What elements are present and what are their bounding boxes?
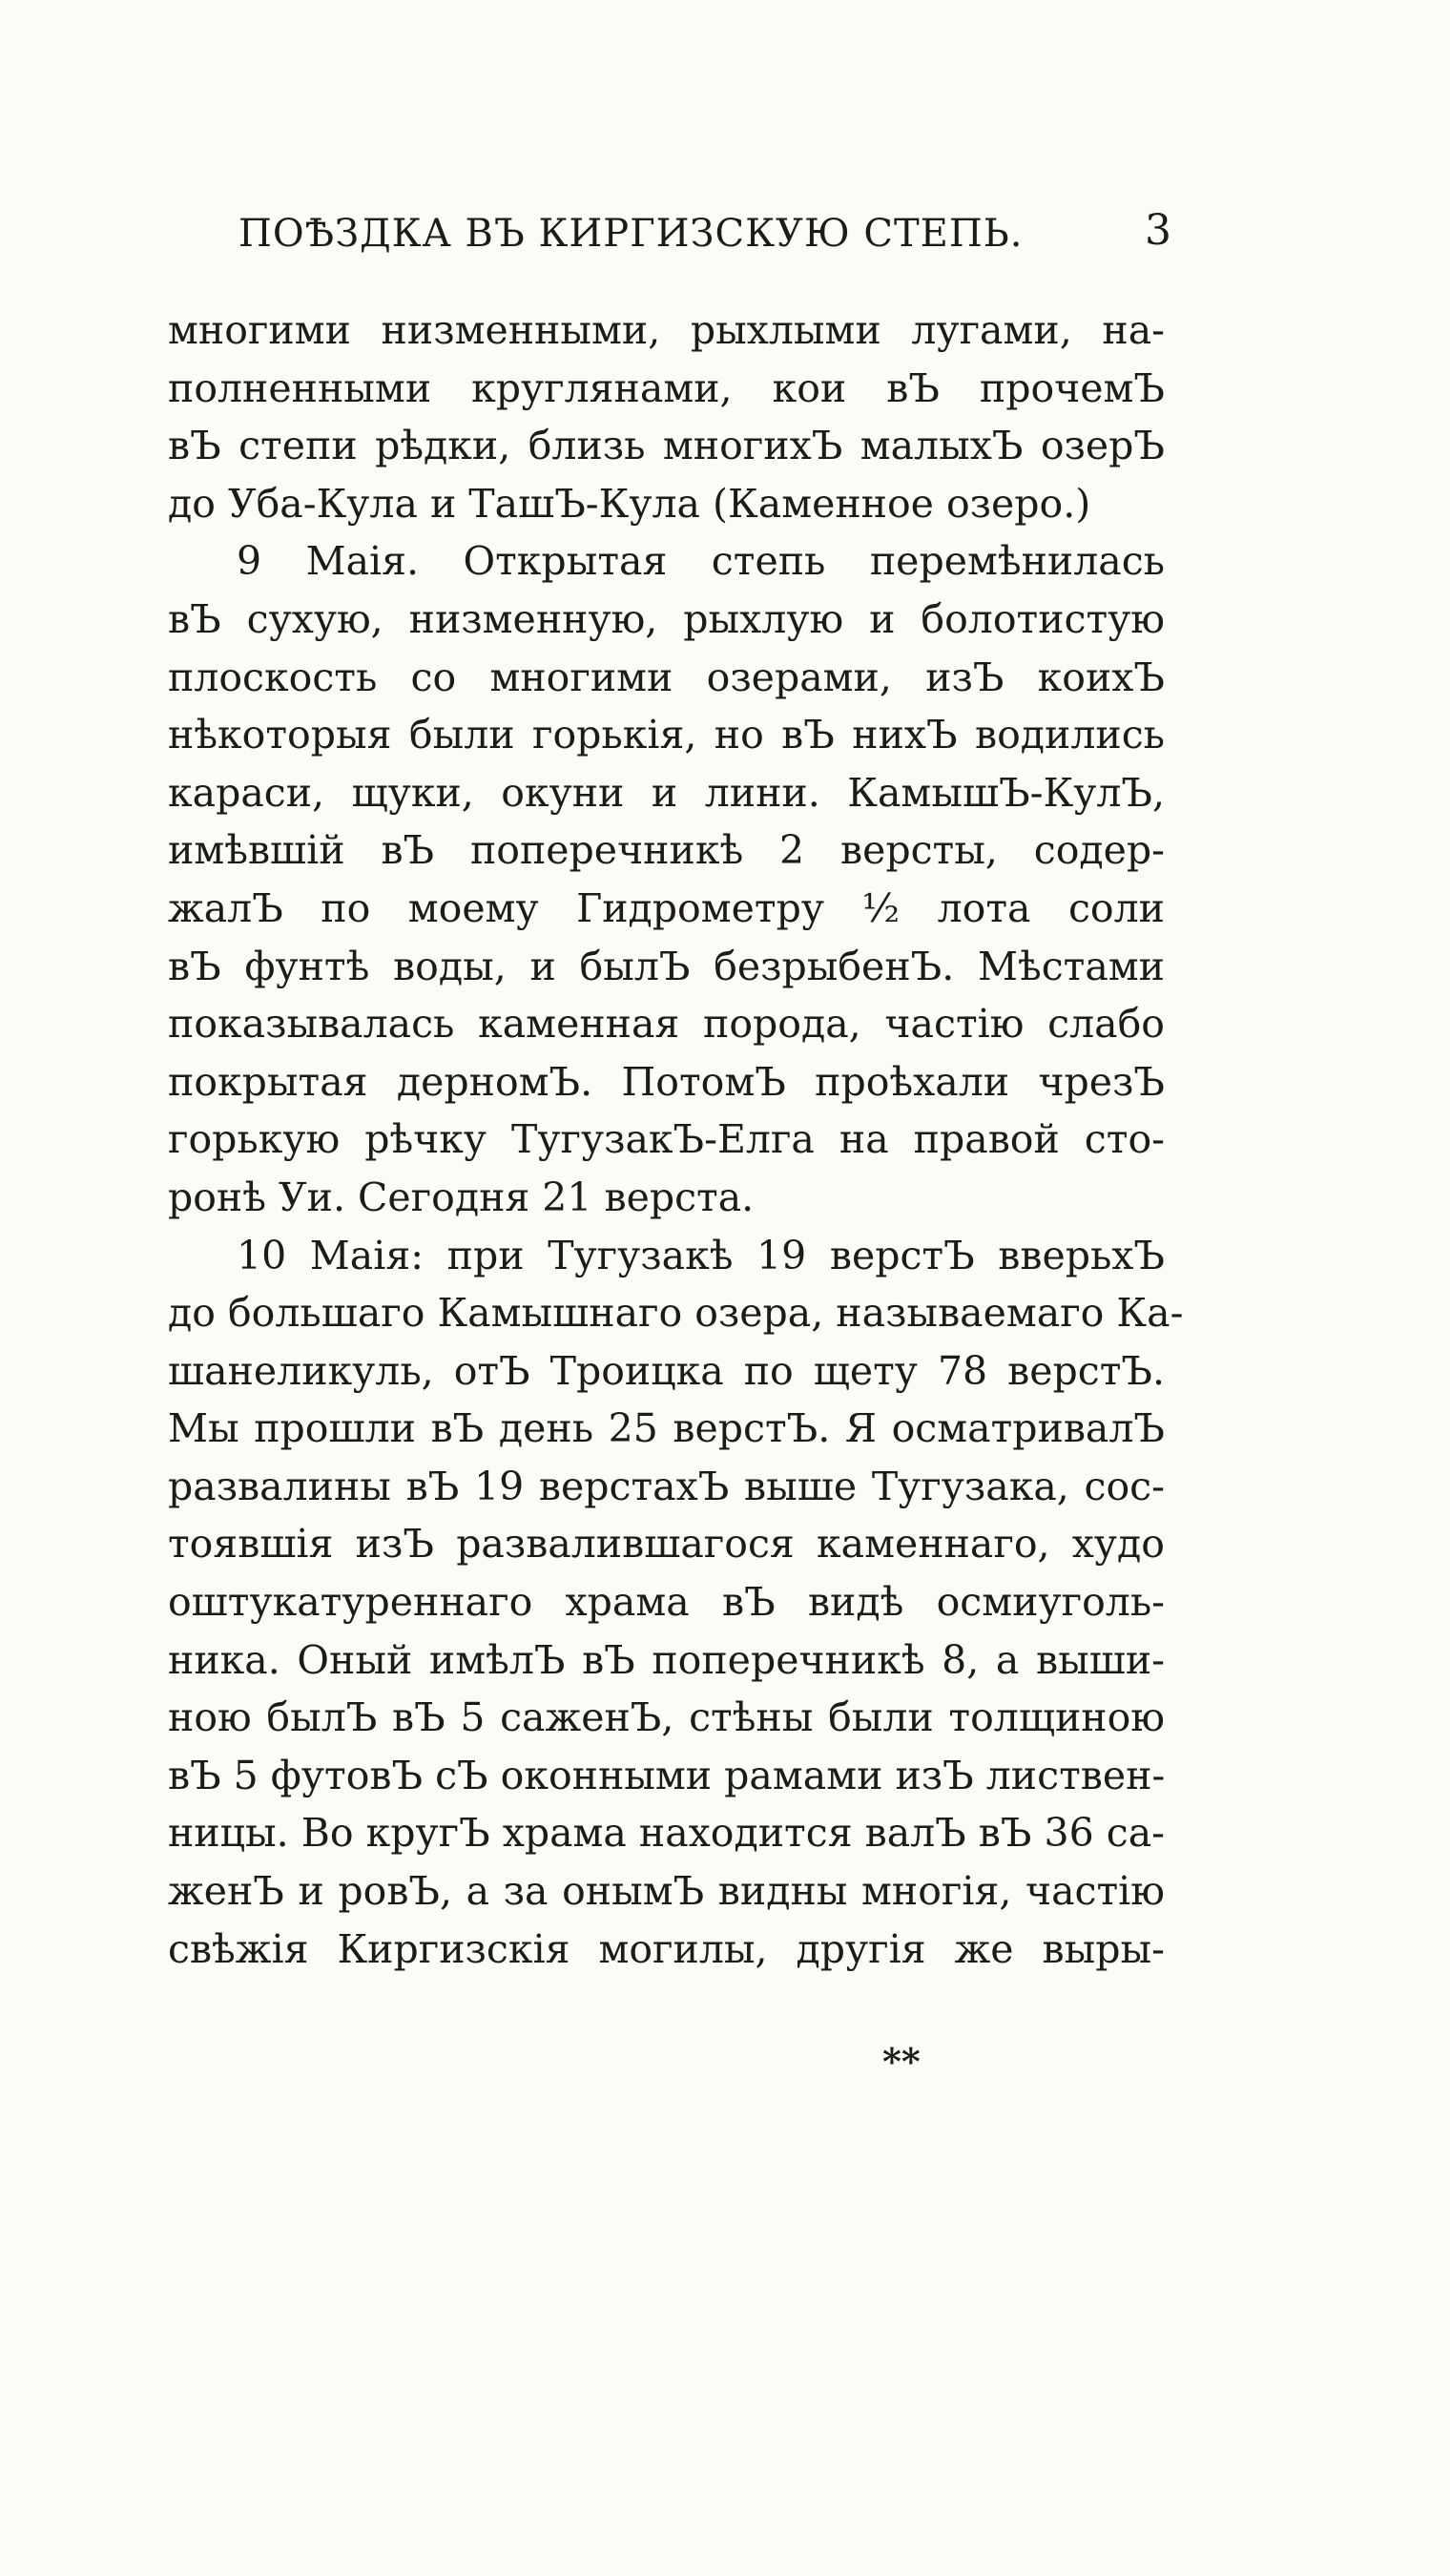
page-number: 3 xyxy=(1145,206,1171,255)
text-line: показывалась каменная порода, частію слабо xyxy=(168,1001,1165,1048)
text-line: женЪ и ровЪ, а за онымЪ видны многія, частію xyxy=(168,1868,1165,1915)
text-line: тоявшія изЪ развалившагося каменнаго, худо xyxy=(168,1521,1165,1568)
body-text xyxy=(168,301,1184,1978)
text-line: вЪ сухую, низменную, рыхлую и болотистую xyxy=(168,595,1165,642)
text-line: вЪ 5 футовЪ сЪ оконными рамами изЪ листвен- xyxy=(168,1752,1166,1798)
text-line: до большаго Камышнаго озера, называемаго Ка- xyxy=(168,1290,1184,1337)
text-line: жалЪ по моему Гидрометру ½ лота соли xyxy=(168,884,1165,931)
text-line: плоскость со многими озерами, изЪ коихЪ xyxy=(168,654,1165,700)
text-line: вЪ степи рѣдки, близь многихЪ малыхЪ озерЪ xyxy=(168,423,1165,469)
text-line: до Уба-Кула и ТашЪ-Кула (Каменное озеро.) xyxy=(168,480,1091,527)
text-line: горькую рѣчку ТугузакЪ-Елга на правой сто- xyxy=(168,1116,1165,1163)
text-line: нѣкоторыя были горькія, но вЪ нихЪ водились xyxy=(168,712,1165,758)
text-line: 9 Маія. Открытая степь перемѣнилась xyxy=(237,538,1165,585)
text-line: свѣжія Киргизскія могилы, другія же выры- xyxy=(168,1925,1165,1972)
text-line: оштукатуреннаго храма вЪ видѣ осмиуголь- xyxy=(168,1579,1165,1626)
text-line: караси, щуки, окуни и лини. КамышЪ-КулЪ, xyxy=(168,769,1165,816)
text-line: вЪ фунтѣ воды, и былЪ безрыбенЪ. Мѣстами xyxy=(168,943,1165,989)
text-line: ника. Оный имѣлЪ вЪ поперечникѣ 8, а выши- xyxy=(168,1636,1165,1683)
text-line: ною былЪ вЪ 5 саженЪ, стѣны были толщиною xyxy=(168,1694,1165,1741)
text-line: шанеликуль, отЪ Троицка по щету 78 верстЪ. xyxy=(168,1347,1165,1394)
text-line: развалины вЪ 19 верстахЪ выше Тугузака, сос- xyxy=(168,1463,1165,1509)
text-line: покрытая дерномЪ. ПотомЪ проѣхали чрезЪ xyxy=(168,1058,1165,1105)
text-line: ронѣ Уи. Сегодня 21 верста. xyxy=(168,1174,755,1220)
text-line: ницы. Во кругЪ храма находится валЪ вЪ 36 са- xyxy=(168,1810,1165,1857)
text-line: многими низменными, рыхлыми лугами, на- xyxy=(168,307,1165,353)
text-line: имѣвшій вЪ поперечникѣ 2 версты, содер- xyxy=(168,827,1165,874)
text-line: полненными круглянами, кои вЪ прочемЪ xyxy=(168,364,1165,411)
page-header xyxy=(238,206,1192,269)
text-line: 10 Маія: при Тугузакѣ 19 верстЪ вверьхЪ xyxy=(237,1232,1165,1278)
text-line: Мы прошли вЪ день 25 верстЪ. Я осматривалЪ xyxy=(168,1405,1165,1452)
catchword-mark: ** xyxy=(882,2040,921,2083)
running-title: ПОѢЗДКА ВЪ КИРГИЗСКУЮ СТЕПЬ. xyxy=(238,212,1024,256)
